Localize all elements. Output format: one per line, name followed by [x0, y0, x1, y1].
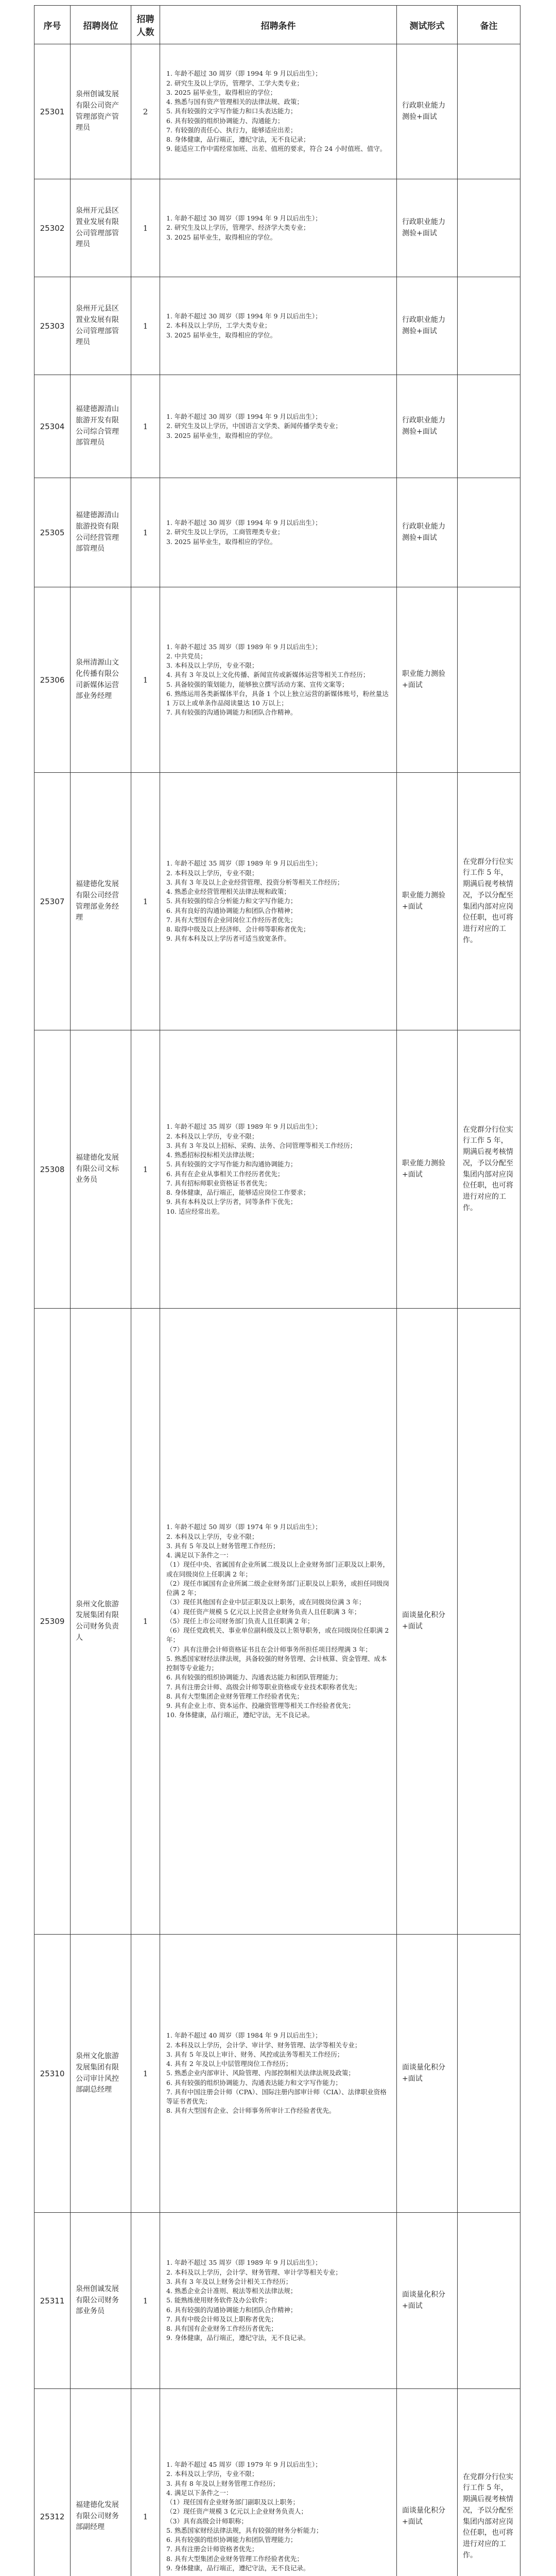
table-row [34, 1935, 520, 2213]
row-count: 1 [131, 773, 160, 1030]
header-test-form: 测试形式 [397, 6, 458, 44]
row-position: 泉州开元县区置业发展有限公司管理部管理员 [71, 179, 131, 277]
condition-line: 3. 具有 3 年及以上招标、采购、法务、合同管理等相关工作经历； [166, 1141, 357, 1149]
row-position: 福建德源清山旅游投资有限公司经营管理部管理员 [71, 478, 131, 587]
table-row [34, 2213, 520, 2389]
condition-line: 8. 具有大型集团企业财务管理工作经验者优先； [166, 1692, 303, 1700]
condition-line: 3. 2025 届毕业生，取得相应的学位。 [166, 233, 277, 241]
header-conditions: 招聘条件 [160, 6, 397, 44]
row-count: 1 [131, 2213, 160, 2389]
header-serial: 序号 [34, 6, 71, 44]
condition-line: 2. 本科及以上学历，专业不限； [166, 2470, 258, 2478]
condition-line: 5. 具有较强的文字写作能力和口头表达能力； [166, 107, 297, 115]
condition-line: 4. 满足以下条件之一： [166, 1551, 233, 1560]
row-note [458, 1309, 520, 1935]
row-conditions [160, 587, 397, 773]
condition-line: （2）现任资产规模 3 亿元以上企业财务负责人； [166, 2507, 307, 2516]
row-test-form: 行政职业能力测验+面试 [397, 44, 458, 179]
condition-line: 2. 本科及以上学历，会计学、审计学、财务管理、法学等相关专业； [166, 2041, 361, 2049]
condition-line: （3）具有高级会计师职称； [166, 2517, 248, 2525]
condition-line: 5. 具有较强的文字写作能力和沟通协调能力； [166, 1160, 297, 1168]
condition-line: 4. 具有 3 年及以上文化传播、新闻宣传或新媒体运营等相关工作经历； [166, 671, 370, 679]
row-serial: 25307 [34, 773, 71, 1030]
condition-line: 6. 熟练运用各类新媒体平台，具备 1 个以上独立运营的新媒体账号，粉丝量达 1 万以上或单条作品阅读量达 10 万以上； [166, 689, 389, 707]
condition-line: 7. 具有招标师职业资格证书者优先； [166, 1179, 271, 1187]
row-test-form: 行政职业能力测验+面试 [397, 277, 458, 375]
condition-line: （2）现任市属国有企业所属二级企业财务部门正职及以上职务，或担任同级岗位满 2 年； [166, 1579, 389, 1597]
table-body [34, 44, 520, 2576]
condition-line: 6. 具有在企业从事相关工作经历者优先； [166, 1170, 284, 1178]
table-row [34, 478, 520, 587]
condition-line: 3. 2025 届毕业生，取得相应的学位。 [166, 331, 277, 339]
row-note [458, 1935, 520, 2213]
row-conditions [160, 2213, 397, 2389]
condition-line: 5. 熟悉国家财经法律法规，具有较强的财务分析能力； [166, 2526, 323, 2534]
row-serial: 25311 [34, 2213, 71, 2389]
condition-line: 1. 年龄不超过 35 周岁（即 1989 年 9 月以后出生）； [166, 2259, 322, 2267]
condition-line: 2. 本科及以上学历，专业不限； [166, 869, 258, 877]
row-count: 1 [131, 478, 160, 587]
condition-line: 1. 年龄不超过 50 周岁（即 1974 年 9 月以后出生）； [166, 1523, 322, 1531]
row-note: 在党群分行位实行工作 5 年，期满后视考核情况，予以分配至集团内部对应岗位任职，也可将进行对应的工作。 [458, 773, 520, 1030]
condition-line: 2. 本科及以上学历，工学大类专业； [166, 321, 271, 330]
condition-line: （6）现任党政机关、事业单位副科级及以上领导职务，或在同级岗位任职满 2 年； [166, 1626, 389, 1644]
row-count: 1 [131, 587, 160, 773]
row-serial: 25302 [34, 179, 71, 277]
condition-line: 8. 具有国有企业财务工作经历者优先； [166, 2325, 277, 2333]
row-position: 福建德化发展有限公司财务部副经理 [71, 2389, 131, 2576]
condition-line: 6. 具有较强的组织协调能力、沟通表达能力和团队管理能力； [166, 1673, 342, 1682]
condition-line: 4. 熟悉招标投标相关法律法规； [166, 1151, 258, 1159]
row-position: 泉州文化旅游发展集团有限公司审计风控部副总经理 [71, 1935, 131, 2213]
row-count: 1 [131, 277, 160, 375]
row-count: 1 [131, 375, 160, 478]
condition-line: （1）现任中央、省属国有企业所属二级及以上企业财务部门正职及以上职务，或在同级岗位上任职满 2 年； [166, 1561, 389, 1578]
row-conditions [160, 1030, 397, 1309]
condition-line: 9. 具有企业上市、资本运作、投融资管理等相关工作经验者优先； [166, 1702, 355, 1710]
condition-line: 4. 满足以下条件之一： [166, 2488, 233, 2497]
row-position: 泉州开元县区置业发展有限公司管理部管理员 [71, 277, 131, 375]
table-row [34, 2389, 520, 2576]
table-row [34, 179, 520, 277]
condition-line: 1. 年龄不超过 30 周岁（即 1994 年 9 月以后出生）； [166, 413, 322, 421]
condition-line: 9. 能适应工作中需经常加班、出差、值班的要求，符合 24 小时值班、值守。 [166, 145, 387, 153]
row-serial: 25304 [34, 375, 71, 478]
condition-line: 10. 身体健康，品行端正，遵纪守法，无不良记录。 [166, 1711, 314, 1719]
condition-line: 3. 2025 届毕业生，取得相应的学位。 [166, 431, 277, 439]
condition-line: 3. 2025 届毕业生，取得相应的学位。 [166, 537, 277, 546]
row-position: 福建德化发展有限公司文标业务员 [71, 1030, 131, 1309]
row-count: 2 [131, 44, 160, 179]
header-row [34, 6, 520, 44]
row-test-form: 职业能力测验+面试 [397, 1030, 458, 1309]
condition-line: 9. 具有本科及以上学历者可适当放宽条件。 [166, 935, 290, 943]
recruitment-table [34, 5, 520, 2576]
condition-line: 1. 年龄不超过 35 周岁（即 1989 年 9 月以后出生）； [166, 642, 322, 651]
condition-line: 1. 年龄不超过 30 周岁（即 1994 年 9 月以后出生）； [166, 312, 322, 320]
table-row [34, 277, 520, 375]
row-note [458, 44, 520, 179]
condition-line: 8. 具有大型国有企业、会计师事务所审计工作经验者优先。 [166, 2107, 336, 2115]
condition-line: 2. 本科及以上学历，会计学、财务管理、审计学等相关专业； [166, 2268, 342, 2276]
condition-line: 2. 研究生及以上学历，管理学、经济学大类专业； [166, 224, 310, 232]
condition-line: 7. 具有中国注册会计师（CPA）、国际注册内部审计师（CIA）、法律职业资格等证书者优先； [166, 2088, 387, 2106]
row-note [458, 375, 520, 478]
row-note: 在党群分行位实行工作 5 年，期满后视考核情况，予以分配至集团内部对应岗位任职，也可将进行对应的工作。 [458, 1030, 520, 1309]
row-test-form: 面谈量化积分+面试 [397, 2389, 458, 2576]
condition-line: 3. 具有 8 年及以上财务管理工作经历； [166, 2479, 280, 2487]
condition-line: 4. 熟悉与国有资产管理相关的法律法规、政策； [166, 98, 303, 106]
condition-line: 3. 具有 3 年及以上财务会计相关工作经历； [166, 2277, 292, 2285]
row-serial: 25303 [34, 277, 71, 375]
row-conditions [160, 375, 397, 478]
table-row [34, 773, 520, 1030]
condition-line: 2. 本科及以上学历，专业不限； [166, 1532, 258, 1540]
table-row [34, 44, 520, 179]
row-position: 泉州创诚发展有限公司资产管理部资产管理员 [71, 44, 131, 179]
condition-line: 7. 具有中级会计师及以上职称者优先； [166, 2315, 277, 2323]
table-row [34, 587, 520, 773]
row-count: 1 [131, 179, 160, 277]
row-test-form: 职业能力测验+面试 [397, 587, 458, 773]
row-count: 1 [131, 1309, 160, 1935]
row-conditions [160, 179, 397, 277]
condition-line: （3）现任其他国有企业中层正职及以上职务，或在同级岗位满 3 年； [166, 1598, 366, 1606]
row-test-form: 面谈量化积分+面试 [397, 1309, 458, 1935]
condition-line: 7. 具有大型国有企业同岗位工作经历者优先； [166, 916, 297, 924]
row-serial: 25305 [34, 478, 71, 587]
table-row [34, 1309, 520, 1935]
condition-line: 3. 2025 届毕业生，取得相应的学位； [166, 88, 277, 96]
row-serial: 25306 [34, 587, 71, 773]
condition-line: 3. 本科及以上学历，专业不限； [166, 662, 258, 669]
condition-line: 6. 具有较强的组织协调能力和团队管理能力； [166, 2536, 297, 2544]
condition-line: 7. 有较强的责任心、执行力，能够适应出差； [166, 126, 297, 134]
condition-line: 5. 具有较强的综合分析能力和文字写作能力； [166, 897, 297, 905]
condition-line: 1. 年龄不超过 40 周岁（即 1984 年 9 月以后出生）； [166, 2031, 322, 2040]
condition-line: 7. 具有较强的沟通协调能力和团队合作精神。 [166, 708, 297, 717]
row-test-form: 面谈量化积分+面试 [397, 2213, 458, 2389]
condition-line: （5）现任上市公司财务部门负责人且任职满 2 年； [166, 1617, 314, 1625]
condition-line: 9. 具有本科及以上学历者，同等条件下优先； [166, 1198, 297, 1206]
row-conditions [160, 44, 397, 179]
condition-line: 3. 具有 5 年及以上财务管理工作经历； [166, 1541, 280, 1550]
table-row [34, 375, 520, 478]
row-position: 泉州清源山文化传播有限公司新媒体运营部业务经理 [71, 587, 131, 773]
condition-line: 2. 研究生及以上学历，工商管理类专业； [166, 528, 284, 536]
row-count: 1 [131, 1030, 160, 1309]
row-conditions [160, 478, 397, 587]
row-conditions [160, 1309, 397, 1935]
condition-line: 3. 具有 5 年及以上审计、财务、风控或法务等相关工作经历； [166, 2050, 344, 2058]
row-conditions [160, 2389, 397, 2576]
condition-line: 7. 具有注册会计师资格者优先； [166, 2545, 258, 2553]
condition-line: 5. 熟悉企业内部审计、风险管理、内部控制相关法律法规及政策； [166, 2069, 355, 2077]
condition-line: 2. 中共党员； [166, 652, 207, 660]
condition-line: （4）现任资产规模 5 亿元以上民营企业财务负责人且任职满 3 年； [166, 1607, 361, 1616]
row-position: 泉州创诚发展有限公司财务部业务员 [71, 2213, 131, 2389]
condition-line: 9. 身体健康，品行端正，遵纪守法，无不良记录。 [166, 2334, 310, 2342]
row-note [458, 179, 520, 277]
header-position: 招聘岗位 [71, 6, 131, 44]
condition-line: 8. 身体健康，品行端正，遵纪守法，无不良记录； [166, 135, 310, 144]
row-test-form: 行政职业能力测验+面试 [397, 179, 458, 277]
row-position: 福建德化发展有限公司经营管理部业务经理 [71, 773, 131, 1030]
condition-line: 6. 具有较强的组织协调能力、沟通能力； [166, 116, 284, 125]
row-test-form: 面谈量化积分+面试 [397, 1935, 458, 2213]
condition-line: 7. 具有注册会计师、高级会计师等职业资格或专业技术职称者优先； [166, 1683, 361, 1691]
row-note [458, 587, 520, 773]
condition-line: 1. 年龄不超过 30 周岁（即 1994 年 9 月以后出生）； [166, 70, 322, 78]
condition-line: 4. 熟悉企业会计准则、税法等相关法律法规； [166, 2287, 297, 2295]
condition-line: 1. 年龄不超过 35 周岁（即 1989 年 9 月以后出生）； [166, 1123, 322, 1131]
condition-line: 8. 取得中级及以上经济师、会计师等职称者优先； [166, 925, 310, 934]
header-count: 招聘人数 [131, 6, 160, 44]
row-count: 1 [131, 2389, 160, 2576]
header-note: 备注 [458, 6, 520, 44]
condition-line: 5. 具备较强的策划能力，能够独立撰写活动方案、宣传文案等； [166, 680, 349, 688]
row-conditions [160, 277, 397, 375]
row-serial: 25312 [34, 2389, 71, 2576]
condition-line: 9. 身体健康，品行端正，遵纪守法，无不良记录。 [166, 2564, 310, 2572]
condition-line: 1. 年龄不超过 30 周岁（即 1994 年 9 月以后出生）； [166, 214, 322, 223]
condition-line: 2. 本科及以上学历，专业不限； [166, 1132, 258, 1140]
condition-line: 2. 研究生及以上学历，管理学、工学大类专业； [166, 79, 303, 87]
row-note [458, 2213, 520, 2389]
row-note: 在党群分行位实行工作 5 年，期满后视考核情况，予以分配至集团内部对应岗位任职，也可将进行对应的工作。 [458, 2389, 520, 2576]
condition-line: 2. 研究生及以上学历，中国语言文学类、新闻传播学类专业； [166, 422, 342, 430]
condition-line: 1. 年龄不超过 30 周岁（即 1994 年 9 月以后出生）； [166, 519, 322, 527]
row-serial: 25308 [34, 1030, 71, 1309]
row-serial: 25310 [34, 1935, 71, 2213]
row-position: 福建德源清山旅游开发有限公司综合管理部管理员 [71, 375, 131, 478]
row-note [458, 277, 520, 375]
condition-line: 8. 身体健康，品行端正，能够适应岗位工作要求； [166, 1189, 310, 1196]
condition-line: 10. 适应经常出差。 [166, 1207, 224, 1215]
row-count: 1 [131, 1935, 160, 2213]
condition-line: 3. 具有 3 年及以上企业经营管理、投资分析等相关工作经历； [166, 878, 344, 886]
row-conditions [160, 1935, 397, 2213]
row-test-form: 行政职业能力测验+面试 [397, 478, 458, 587]
condition-line: 6. 具有较强的组织协调能力、沟通表达能力和文字写作能力； [166, 2078, 342, 2087]
condition-line: （7）具有注册会计师资格证书且在会计师事务所担任项目经理满 3 年； [166, 1645, 372, 1653]
condition-line: 6. 具有良好的沟通协调能力和团队合作精神； [166, 906, 297, 914]
row-serial: 25309 [34, 1309, 71, 1935]
condition-line: 8. 具有大型集团企业财务管理工作经验者优先； [166, 2554, 303, 2563]
condition-line: 4. 熟悉企业经营管理相关法律法规和政策； [166, 888, 290, 896]
condition-line: 6. 具有较强的沟通协调能力和团队合作精神； [166, 2306, 297, 2314]
condition-line: 1. 年龄不超过 45 周岁（即 1979 年 9 月以后出生）； [166, 2461, 322, 2468]
row-position: 泉州文化旅游发展集团有限公司财务负责人 [71, 1309, 131, 1935]
table-row [34, 1030, 520, 1309]
condition-line: 1. 年龄不超过 35 周岁（即 1989 年 9 月以后出生）； [166, 859, 322, 868]
row-test-form: 行政职业能力测验+面试 [397, 375, 458, 478]
row-conditions [160, 773, 397, 1030]
condition-line: 5. 熟悉国家财经法律法规，具备较强的财务管理、会计核算、资金管理、成本控制等专业能力； [166, 1654, 387, 1672]
row-serial: 25301 [34, 44, 71, 179]
condition-line: 5. 能熟练使用财务软件及办公软件； [166, 2296, 271, 2304]
condition-line: （1）现任国有企业财务部门副职及以上职务； [166, 2498, 299, 2506]
condition-line: 4. 具有 2 年及以上中层管理岗位工作经历； [166, 2060, 292, 2068]
row-test-form: 职业能力测验+面试 [397, 773, 458, 1030]
row-note [458, 478, 520, 587]
